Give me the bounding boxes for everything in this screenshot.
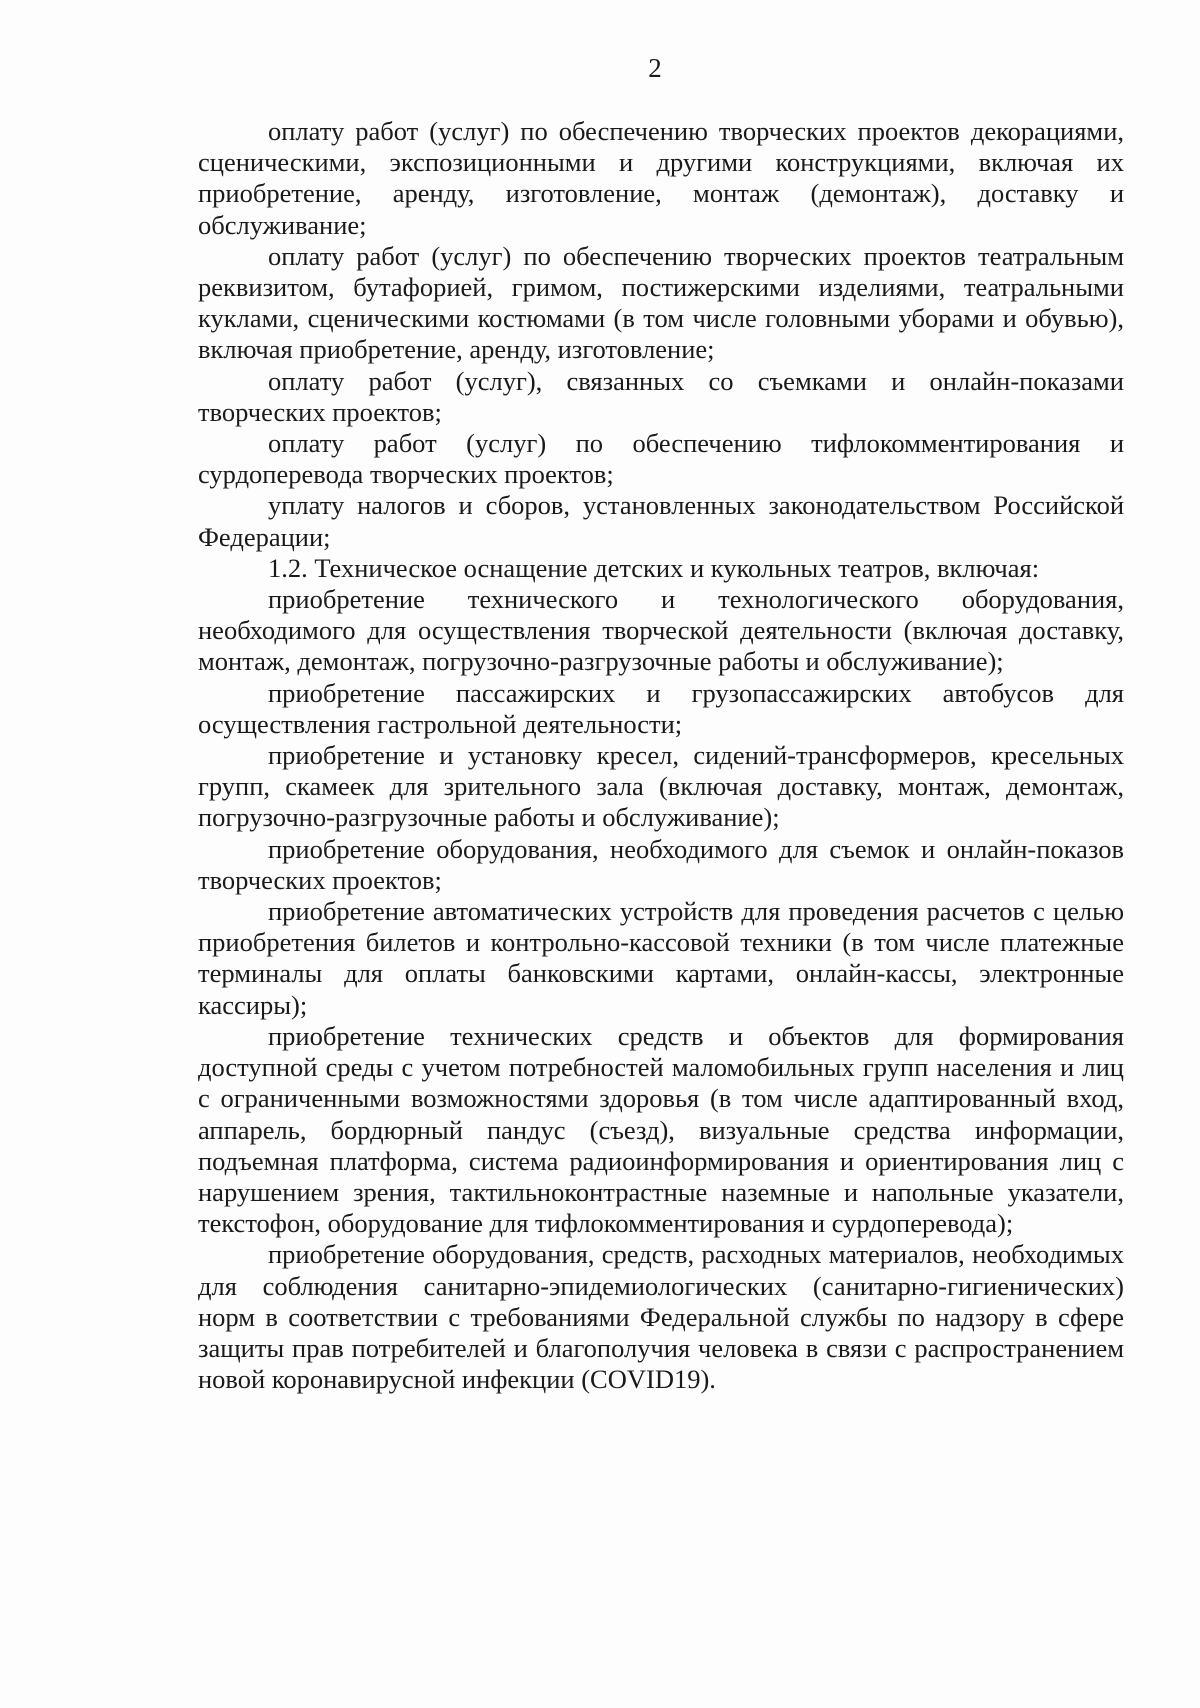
paragraph-buses: приобретение пассажирских и грузопассажирских автобусов для осуществления гастрольной деятельности; (198, 677, 1124, 739)
paragraph-taxes: уплату налогов и сборов, установленных законодательством Российской Федерации; (198, 490, 1124, 552)
paragraph-filming-equipment: приобретение оборудования, необходимого для съемок и онлайн-показов творческих проектов; (198, 833, 1124, 895)
paragraph-payment-devices: приобретение автоматических устройств для проведения расчетов с целью приобретения билетов и контрольно-кассовой техники (в том числе платежные терминалы для оплаты банковскими картами, онлайн-кассы, электронные кассиры); (198, 896, 1124, 1020)
paragraph-audio-description: оплату работ (услуг) по обеспечению тифлокомментирования и сурдоперевода творческих проектов; (198, 428, 1124, 490)
paragraph-props-costumes: оплату работ (услуг) по обеспечению творческих проектов театральным реквизитом, бутафорией, гримом, постижерскими изделиями, театральными куклами, сценическими костюмами (в том числе головными уборами и обувью), включая приобретение, аренду, изготовление; (198, 240, 1124, 365)
paragraph-sanitary: приобретение оборудования, средств, расходных материалов, необходимых для соблюдения санитарно-эпидемиологических (санитарно-гигиенических) норм в соответствии с требованиями Федеральной службы по надзору в сфере защиты прав потребителей и благополучия человека в связи с распространением новой коронавирусной инфекции (COVID19). (198, 1239, 1124, 1395)
page-number: 2 (648, 53, 662, 83)
paragraph-equipment: приобретение технического и технологического оборудования, необходимого для осуществления творческой деятельности (включая доставку, монтаж, демонтаж, погрузочно-разгрузочные работы и обслуживание); (198, 584, 1124, 677)
paragraph-seats: приобретение и установку кресел, сидений-трансформеров, кресельных групп, скамеек для зрительного зала (включая доставку, монтаж, демонтаж, погрузочно-разгрузочные работы и обслуживание); (198, 740, 1124, 833)
paragraph-decorations: оплату работ (услуг) по обеспечению творческих проектов декорациями, сценическими, экспозиционными и другими конструкциями, включая их приобретение, аренду, изготовление, монтаж (демонтаж), доставку и обслуживание; (198, 116, 1124, 240)
document-body (198, 116, 1124, 1395)
section-heading-1-2: 1.2. Техническое оснащение детских и кукольных театров, включая: (268, 552, 1040, 583)
paragraph-accessibility: приобретение технических средств и объектов для формирования доступной среды с учетом потребностей маломобильных групп населения и лиц с ограниченными возможностями здоровья (в том числе адаптированный вход, аппарель, бордюрный пандус (съезд), визуальные средства информации, подъемная платформа, система радиоинформирования и ориентирования лиц с нарушением зрения, тактильноконтрастные наземные и напольные указатели, текстофон, оборудование для тифлокомментирования и сурдоперевода); (198, 1020, 1124, 1239)
paragraph-filming: оплату работ (услуг), связанных со съемками и онлайн-показами творческих проектов; (198, 365, 1124, 427)
